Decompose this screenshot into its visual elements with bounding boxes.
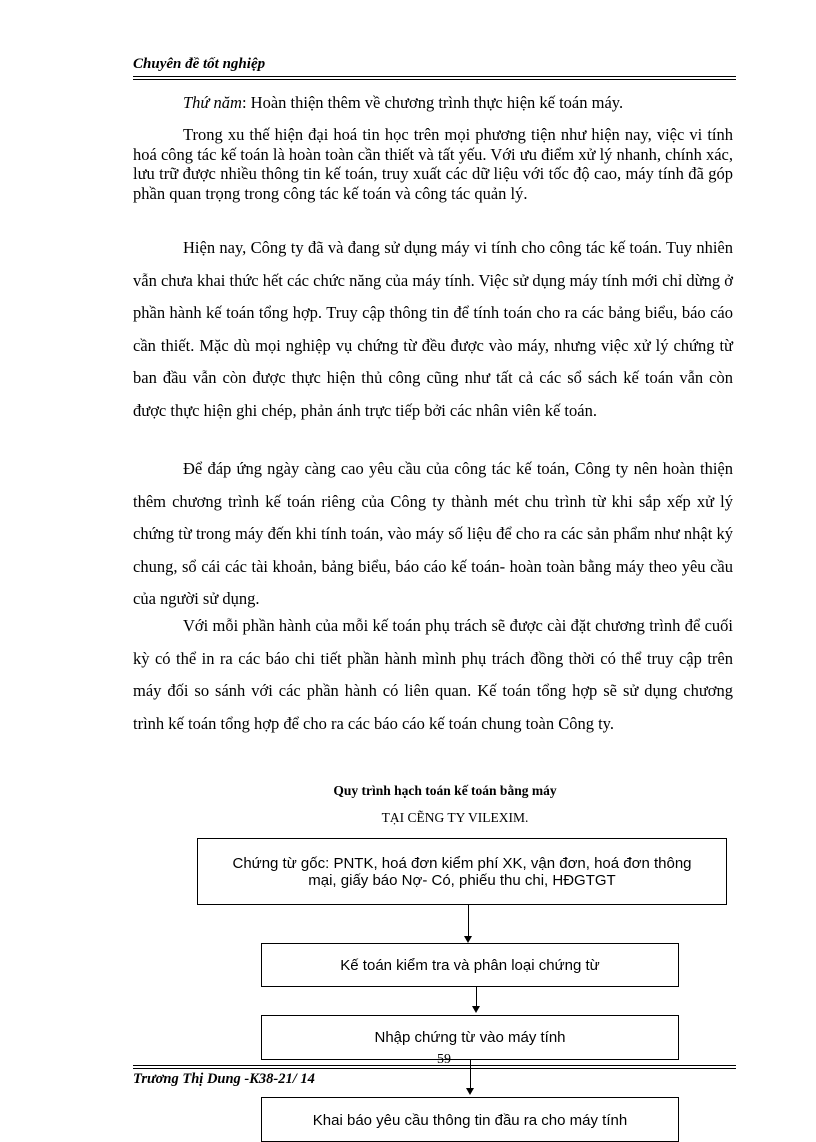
flow-box-output-request: Khai báo yêu cầu thông tin đầu ra cho máy tính: [261, 1097, 679, 1142]
header-rule: [133, 79, 736, 80]
paragraph-2: Trong xu thế hiện đại hoá tin học trên mọi phương tiện như hiện nay, việc vi tính hoá công tác kế toán là hoàn toàn cần thiết và tất yếu. Với ưu điểm xử lý nhanh, chính xác, lưu trữ được nhiều thông tin kế toán, truy xuất các dữ liệu với tốc độ cao, máy tính đã góp phần quan trọng trong công tác kế toán và công tác quản lý.: [133, 125, 733, 203]
paragraph-1-text: : Hoàn thiện thêm về chương trình thực hiện kế toán máy.: [241, 93, 624, 112]
document-footer: Trương Thị Dung -K38-21/ 14: [133, 1071, 315, 1087]
flow-arrowhead: [472, 1006, 480, 1013]
paragraph-1-lead: Thứ năm: [183, 93, 242, 112]
footer-rule: [133, 1065, 736, 1066]
flow-box-input-documents: Nhập chứng từ vào máy tính: [261, 1015, 679, 1060]
page-number: 59: [437, 1052, 451, 1067]
flow-box-check-classify: Kế toán kiểm tra và phân loại chứng từ: [261, 943, 679, 987]
paragraph-5: Với mỗi phần hành của mỗi kế toán phụ trách sẽ được cài đặt chương trình để cuối kỳ có thể in ra các báo chi tiết phần hành mình phụ trách đồng thời có thể truy cập trên máy đối so sánh với các phần hành có liên quan. Kế toán tổng hợp sẽ sử dụng chương trình kế toán tổng hợp để cho ra các báo cáo kế toán chung toàn Công ty.: [133, 616, 733, 733]
paragraph-4: Để đáp ứng ngày càng cao yêu cầu của công tác kế toán, Công ty nên hoàn thiện thêm chương trình kế toán riêng của Công ty thành mét chu trình từ khi sắp xếp xử lý chứng từ trong máy đến khi tính toán, vào máy số liệu để cho ra các sản phẩm như nhật ký chung, sổ cái các tài khoản, bảng biểu, báo cáo kế toán- hoàn toàn bằng máy theo yêu cầu của người sử dụng.: [133, 459, 733, 608]
document-header: Chuyên đề tốt nghiệp: [133, 56, 266, 72]
flow-arrowhead: [464, 936, 472, 943]
footer-rule: [133, 1068, 736, 1069]
flow-arrow: [468, 905, 469, 938]
paragraph-1: [133, 93, 733, 113]
diagram-title: Quy trình hạch toán kế toán bằng máy: [333, 783, 557, 798]
diagram-subtitle: TẠI CẼNG TY VILEXIM.: [381, 810, 529, 825]
flow-arrowhead: [466, 1088, 474, 1095]
paragraph-3: Hiện nay, Công ty đã và đang sử dụng máy vi tính cho công tác kế toán. Tuy nhiên vẫn chưa khai thức hết các chức năng của máy tính. Việc sử dụng máy tính mới chỉ dừng ở phần hành kế toán tổng hợp. Truy cập thông tin để tính toán cho ra các bảng biểu, báo cáo cần thiết. Mặc dù mọi nghiệp vụ chứng từ đều được vào máy, nhưng việc xử lý chứng từ ban đầu vẫn còn được thực hiện thủ công cũng như tất cả các sổ sách kế toán vẫn còn được thực hiện ghi chép, phản ánh trực tiếp bởi các nhân viên kế toán.: [133, 238, 733, 420]
header-rule: [133, 76, 736, 77]
flow-box-source-documents: Chứng từ gốc: PNTK, hoá đơn kiểm phí XK, vận đơn, hoá đơn thông mại, giấy báo Nợ- Có, phiếu thu chi, HĐGTGT: [197, 838, 727, 905]
